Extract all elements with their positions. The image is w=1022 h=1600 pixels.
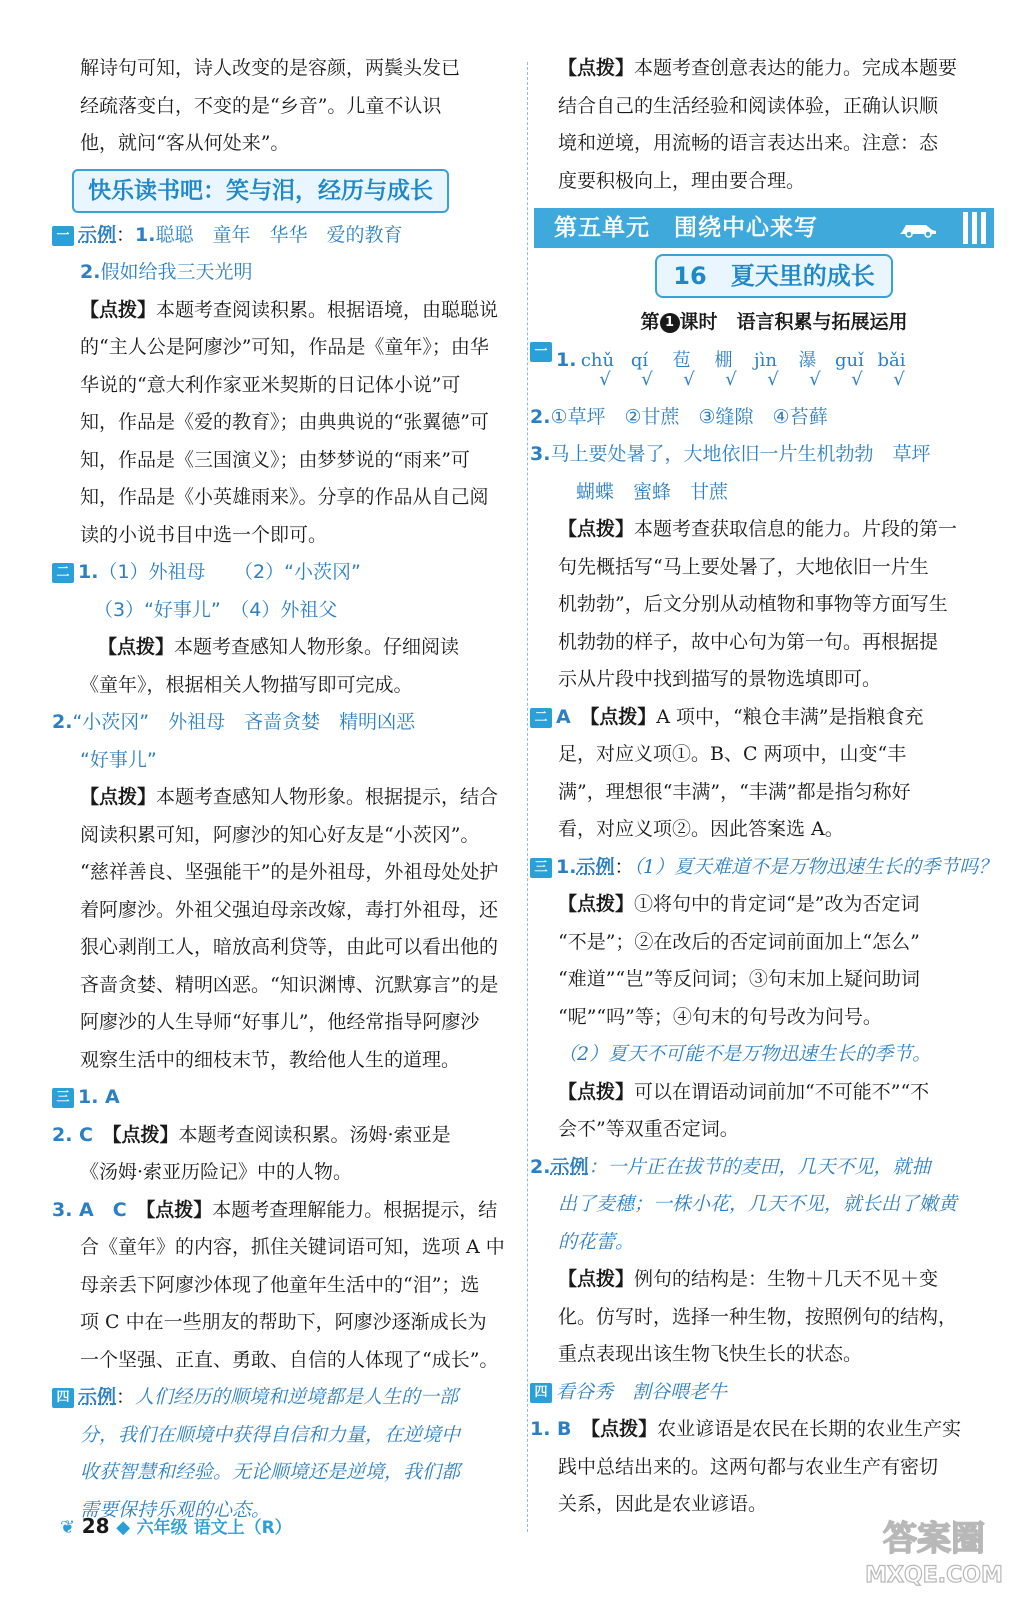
section-badge: 三 (52, 1088, 74, 1108)
section-badge: 二 (530, 708, 552, 728)
left-column (52, 50, 505, 1529)
section-badge: 四 (530, 1383, 552, 1403)
left-question-2: 二 1.（1）外祖母 （2）“小茨冈” （3）“好事儿” （4）外祖父 【点拨】本题考查感知人物形象。仔细阅读 《童年》，根据相关人物描写即可完成。 2.“小茨冈” 外祖母 吝啬贪婪 精明凶恶 “好事儿” 【点拨】本题考查感知人物形象。根据提示，结合 阅读积累可知，阿廖沙的知心好友是“小茨冈”。 “慈祥善良、坚强能干”的是外祖母，外祖母处处护 着阿廖沙。外祖父强迫母亲改嫁，毒打外祖母，还 狠心剥削工人，暗放高利贷等，由此可以看出他的 吝啬贪婪、精明凶恶。“知识渊博、沉默寡言”的是 阿廖沙的人生导师“好事儿”，他经常指导阿廖沙 观察生活中的细枝末节，教给他人生的道理。 (52, 561, 499, 1071)
right-tip-0: 【点拨】本题考查创意表达的能力。完成本题要 结合自己的生活经验和阅读体验，正确认识顺 境和逆境，用流畅的语言表达出来。注意：态 度要积极向上，理由要合理。 (558, 57, 958, 192)
right-column (530, 50, 998, 1524)
right-question-3: 三 1.示例：（1）夏天难道不是万物迅速生长的季节吗？ 【点拨】①将句中的肯定词“是”改为否定词 “不是”；②在改后的否定词前面加上“怎么” “难道”“岂”等反问词；③句末加上疑问助词 “呢”“吗”等；④句末的句号改为问号。 （2）夏天不可能不是万物迅速生长的季节。 【点拨】可以在谓语动词前加“不可能不”“不 会不”等双重否定词。 2.示例：一片正在拔节的麦田，几天不见，就抽 出了麦穗；一株小花，几天不见，就长出了嫩黄 的花蕾。 【点拨】例句的结构是：生物＋几天不见＋变 化。仿写时，选择一种生物，按照例句的结构， 重点表现出该生物飞快生长的状态。 (530, 855, 998, 1365)
section-badge: 四 (52, 1388, 74, 1408)
period-title: 第 1 课时 语言积累与拓展运用 (640, 311, 908, 333)
unit-banner: 第五单元 围绕中心来写 (534, 208, 994, 248)
section-badge: 二 (52, 563, 74, 583)
lesson-title: 16 夏天里的成长 (558, 254, 990, 298)
page-number: 28 (81, 1514, 110, 1538)
banner-bars (959, 212, 986, 257)
left-question-4: 四 示例：人们经历的顺境和逆境都是人生的一部 分，我们在顺境中获得自信和力量，在逆境中 收获智慧和经验。无论顺境还是逆境，我们都 需要保持乐观的心态。 (80, 1379, 505, 1529)
pinyin-row: 一 1. chǔ qí 苞 棚 jìn 瀑 guǐ bǎi (530, 342, 990, 380)
brand-logo-icon: ◆ (116, 1517, 131, 1538)
watermark-bottom: MXQE.COM (865, 1563, 1003, 1588)
car-icon (898, 218, 938, 238)
left-question-1: 一 示例：1.聪聪 童年 华华 爱的教育 2.假如给我三天光明 【点拨】本题考查阅读积累。根据语境，由聪聪说 的“主人公是阿廖沙”可知，作品是《童年》；由华 华说的“意大利作家亚米契斯的日记体小说”可 知，作品是《爱的教育》；由典典说的“张翼德”可 知，作品是《三国演义》；由梦梦说的“雨来”可 知，作品是《小英雄雨来》。分享的作品从自己阅 读的小说书目中选一个即可。 (80, 217, 505, 555)
section-badge: 一 (52, 226, 74, 246)
check-row: √ √ √ √ √ √ √ √ (599, 369, 905, 390)
book-title: 六年级 语文上（R） (136, 1518, 292, 1538)
section-badge: 一 (530, 342, 552, 362)
watermark-logo (864, 1510, 1004, 1590)
right-question-1: 一 1. chǔ qí 苞 棚 jìn 瀑 guǐ bǎi √ √ √ √ √ √ √ √ 2.①草坪 ②甘蔗 ③缝隙 ④苔藓 3.马上要处暑了，大地依旧一片生机勃勃 草坪 蝴蝶 蜜蜂 甘蔗 【点拨】本题考查获取信息的能力。片段的第一 句先概括写“马上要处暑了，大地依旧一片生 机勃勃”，后文分别从动植物和事物等方面写生 机勃勃的样子，故中心句为第一句。再根据提 示从片段中找到描写的景物选填即可。 (558, 342, 990, 699)
intro-paragraph: 解诗句可知，诗人改变的是容颜，两鬓头发已 经疏落变白，不变的是“乡音”。儿童不认识 他，就问“客从何处来”。 (80, 57, 461, 154)
right-question-2: 二 A 【点拨】A 项中，“粮仓丰满”是指粮食充 足，对应义项①。B、C 两项中，山变“丰 满”，理想很“丰满”，“丰满”都是指匀称好 看，对应义项②。因此答案选 A。 (558, 699, 990, 849)
section-badge: 三 (530, 858, 552, 878)
watermark-top: 答案圈 (883, 1519, 985, 1559)
section-title: 快乐读书吧：笑与泪，经历与成长 (72, 169, 449, 213)
left-question-3: 三 1. A 2. C 【点拨】本题考查阅读积累。汤姆·索亚是 《汤姆·索亚历险记》中的人物。 3. A C 【点拨】本题考查理解能力。根据提示，结 合《童年》的内容，抓住关键词语可知，选项 A 中 母亲丢下阿廖沙体现了他童年生活中的“泪”；选 项 C 中在一些朋友的帮助下，阿廖沙逐渐成长为 一个坚强、正直、勇敢、自信的人体现了“成长”。 (52, 1086, 505, 1371)
page-footer (60, 1508, 292, 1544)
leaf-icon: ❦ (60, 1517, 76, 1538)
right-question-4: 四 看谷秀 割谷喂老牛 1. B 【点拨】农业谚语是农民在长期的农业生产实 践中总结出来的。这两句都与农业生产有密切 关系，因此是农业谚语。 (530, 1380, 962, 1515)
column-divider (527, 62, 528, 1532)
